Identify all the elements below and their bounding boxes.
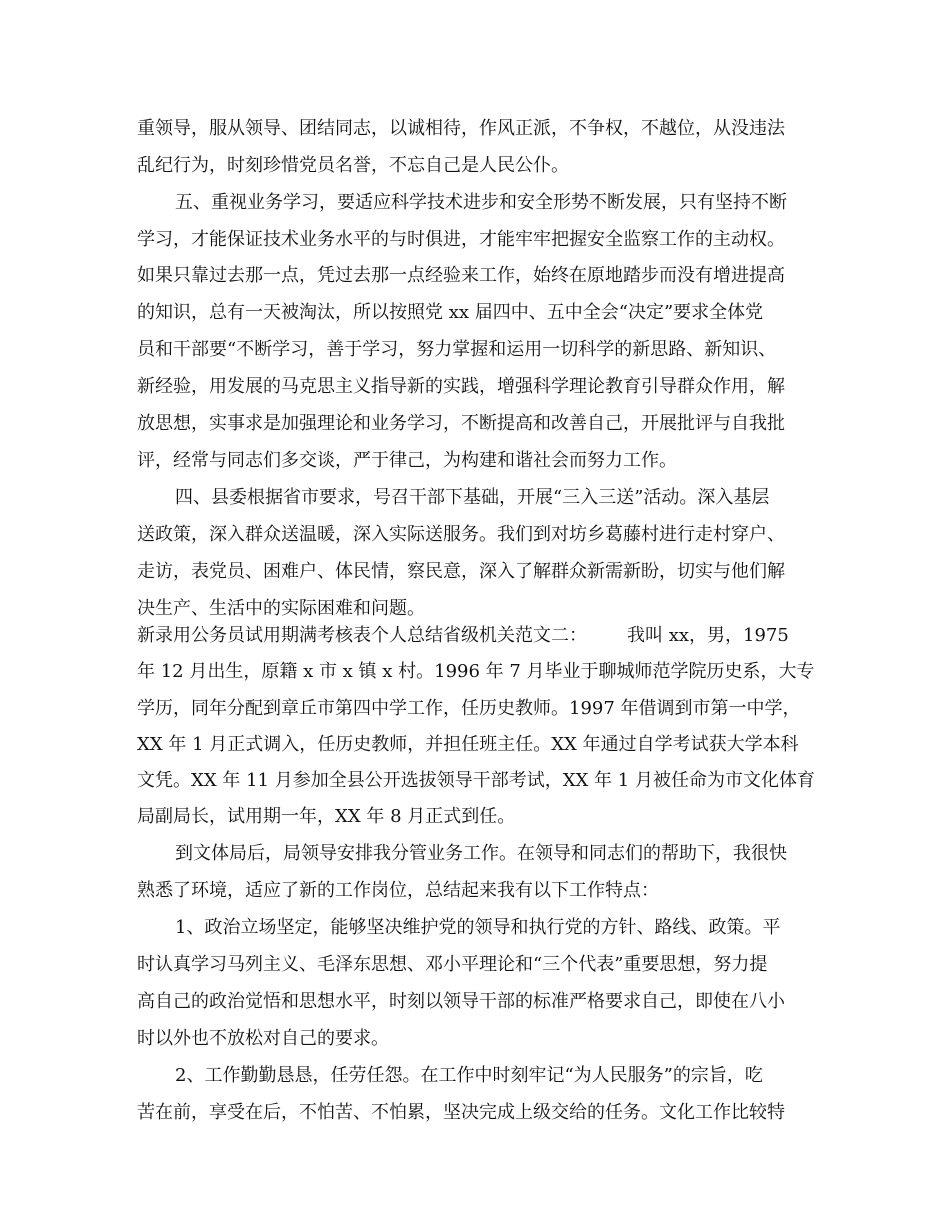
text-line: 时以外也不放松对自己的要求。 xyxy=(137,1028,389,1049)
intro-start: 我叫 xx，男，1975 xyxy=(627,625,789,646)
text-line: 到文体局后，局领导安排我分管业务工作。在领导和同志们的帮助下，我很快 xyxy=(175,843,787,864)
text-line: 乱纪行为，时刻珍惜党员名誉，不忘自己是人民公仆。 xyxy=(137,155,569,176)
text-line: 放思想，实事求是加强理论和业务学习，不断提高和改善自己，开展批评与自我批 xyxy=(137,413,785,434)
text-line: 学习，才能保证技术业务水平的与时俱进，才能牢牢把握安全监察工作的主动权。 xyxy=(137,229,785,250)
text-line: 高自己的政治觉悟和思想水平，时刻以领导干部的标准严格要求自己，即使在八小 xyxy=(137,991,785,1012)
text-line: XX 年 1 月正式调入，任历史教师，并担任班主任。XX 年通过自学考试获大学本科 xyxy=(137,734,799,755)
text-line: 决生产、生活中的实际困难和问题。 xyxy=(137,598,425,619)
text-line: 时认真学习马列主义、毛泽东思想、邓小平理论和“三个代表”重要思想，努力提 xyxy=(137,954,768,975)
text-line: 局副局长，试用期一年，XX 年 8 月正式到任。 xyxy=(137,806,516,827)
text-line: 员和干部要“不断学习，善于学习，努力掌握和运用一切科学的新思路、新知识、 xyxy=(137,339,777,360)
text-line: 五、重视业务学习，要适应科学技术进步和安全形势不断发展，只有坚持不断 xyxy=(175,192,787,213)
text-line: 熟悉了环境，适应了新的工作岗位，总结起来我有以下工作特点： xyxy=(137,880,659,901)
text-line: 走访，表党员、困难户、体民情，察民意，深入了解群众新需新盼，切实与他们解 xyxy=(137,561,785,582)
text-line: 如果只靠过去那一点，凭过去那一点经验来工作，始终在原地踏步而没有增进提高 xyxy=(137,265,785,286)
text-line: 评，经常与同志们多交谈，严于律己，为构建和谐社会而努力工作。 xyxy=(137,450,677,471)
text-line: 文凭。XX 年 11 月参加全县公开选拔领导干部考试，XX 年 1 月被任命为市文化体育 xyxy=(137,770,815,791)
text-line: 1、政治立场坚定，能够坚决维护党的领导和执行党的方针、路线、政策。平 xyxy=(175,917,781,938)
text-line: 送政策，深入群众送温暖，深入实际送服务。我们到对坊乡葛藤村进行走村穿户、 xyxy=(137,524,785,545)
text-line xyxy=(137,625,789,647)
text-line: 的知识，总有一天被淘汰，所以按照党 xx 届四中、五中全会“决定”要求全体党 xyxy=(137,302,764,323)
text-line: 年 12 月出生，原籍 x 市 x 镇 x 村。1996 年 7 月毕业于聊城师范学院历史系，大专 xyxy=(137,661,815,682)
text-line: 学历，同年分配到章丘市第四中学工作，任历史教师。1997 年借调到市第一中学， xyxy=(137,698,801,719)
text-line: 苦在前，享受在后，不怕苦、不怕累，坚决完成上级交给的任务。文化工作比较特 xyxy=(137,1102,785,1123)
text-line: 四、县委根据省市要求，号召干部下基础，开展“三入三送”活动。深入基层 xyxy=(175,487,770,508)
text-line: 2、工作勤勤恳恳，任劳任怨。在工作中时刻牢记“为人民服务”的宗旨，吃 xyxy=(175,1065,763,1086)
section-title: 新录用公务员试用期满考核表个人总结省级机关范文二： xyxy=(137,625,587,646)
text-line: 新经验，用发展的马克思主义指导新的实践，增强科学理论教育引导群众作用，解 xyxy=(137,376,785,397)
text-line: 重领导，服从领导、团结同志，以诚相待，作风正派，不争权，不越位，从没违法 xyxy=(137,118,785,139)
